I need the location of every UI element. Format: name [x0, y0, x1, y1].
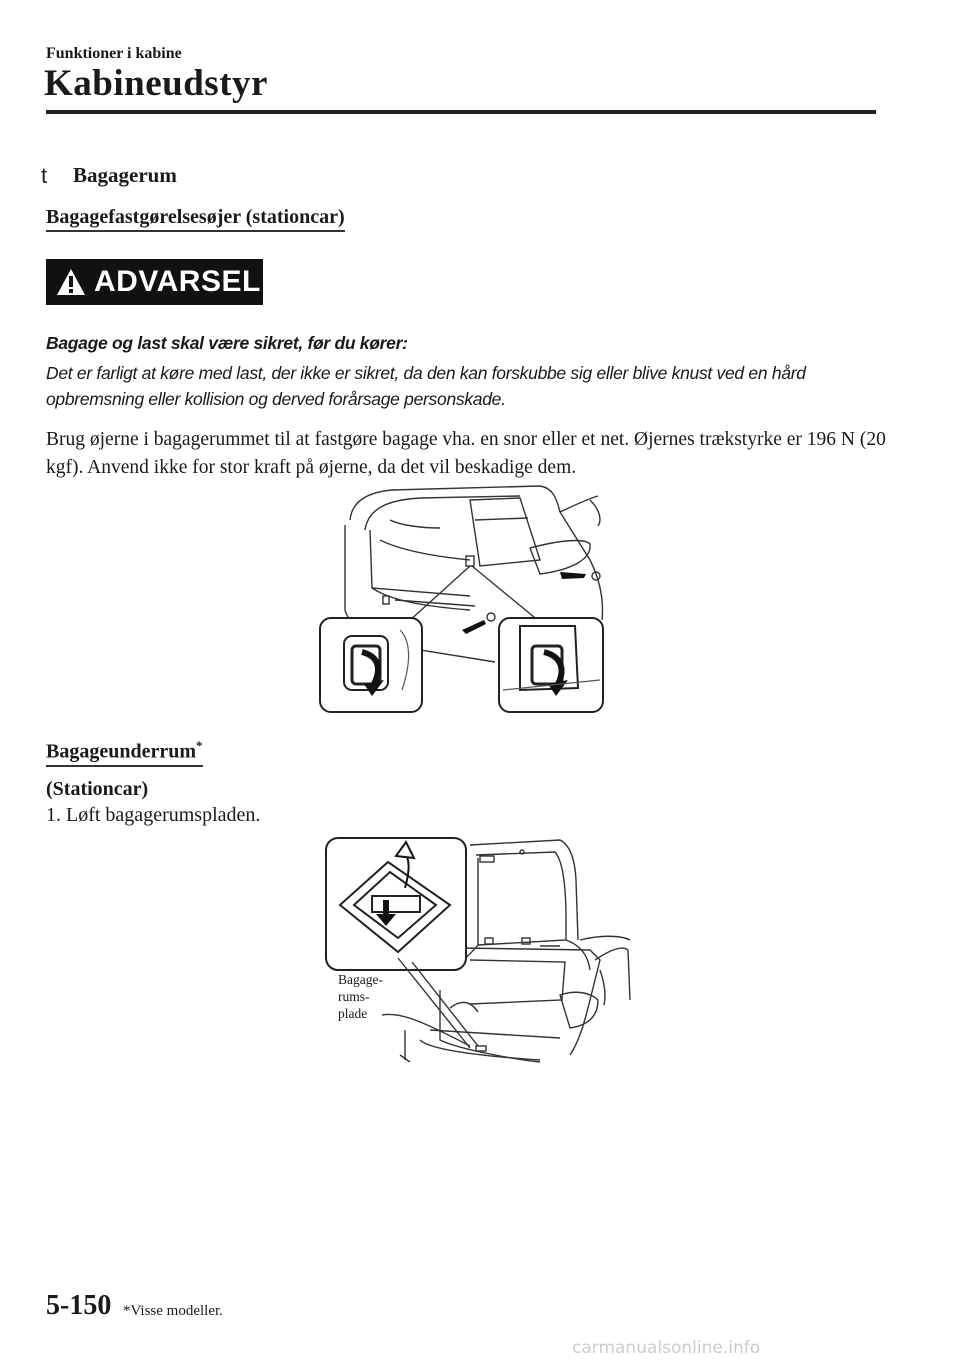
watermark: carmanualsonline.info [572, 1338, 761, 1358]
footnote: *Visse modeller. [123, 1303, 223, 1319]
footnote-mark: * [196, 738, 203, 753]
page-title: Kabineudstyr [44, 63, 268, 104]
section-label: Funktioner i kabine [46, 45, 182, 62]
callout-line: plade [338, 1006, 368, 1021]
warning-lead: Bagage og last skal være sikret, før du kører: [46, 333, 408, 353]
step-1: 1. Løft bagagerumspladen. [46, 804, 261, 826]
callout-line: rums- [338, 989, 370, 1004]
callout-cargo-board [338, 971, 383, 1022]
warning-label: ADVARSEL [94, 265, 261, 298]
subsection-heading-eyes: Bagagefastgørelsesøjer (stationcar) [46, 206, 345, 232]
page-number: 5-150 [46, 1290, 112, 1321]
callout-line: Bagage- [338, 972, 383, 987]
variant-label: (Stationcar) [46, 778, 149, 800]
subsection-heading-underfloor-text: Bagageunderrum [46, 740, 196, 763]
warning-body: Det er farligt at køre med last, der ikke er sikret, da den kan forskubbe sig eller blive knust ved en hård opbremsning eller kollision og derved forårsage personskade. [46, 363, 806, 409]
topic-bullet: t [41, 163, 48, 188]
topic-title: Bagagerum [73, 163, 177, 187]
body-paragraph: Brug øjerne i bagagerummet til at fastgøre bagage vha. en snor eller et net. Øjernes trækstyrke er 196 N (20 kgf). Anvend ikke for stor kraft på øjerne, da det vil beskadige dem. [46, 429, 886, 478]
